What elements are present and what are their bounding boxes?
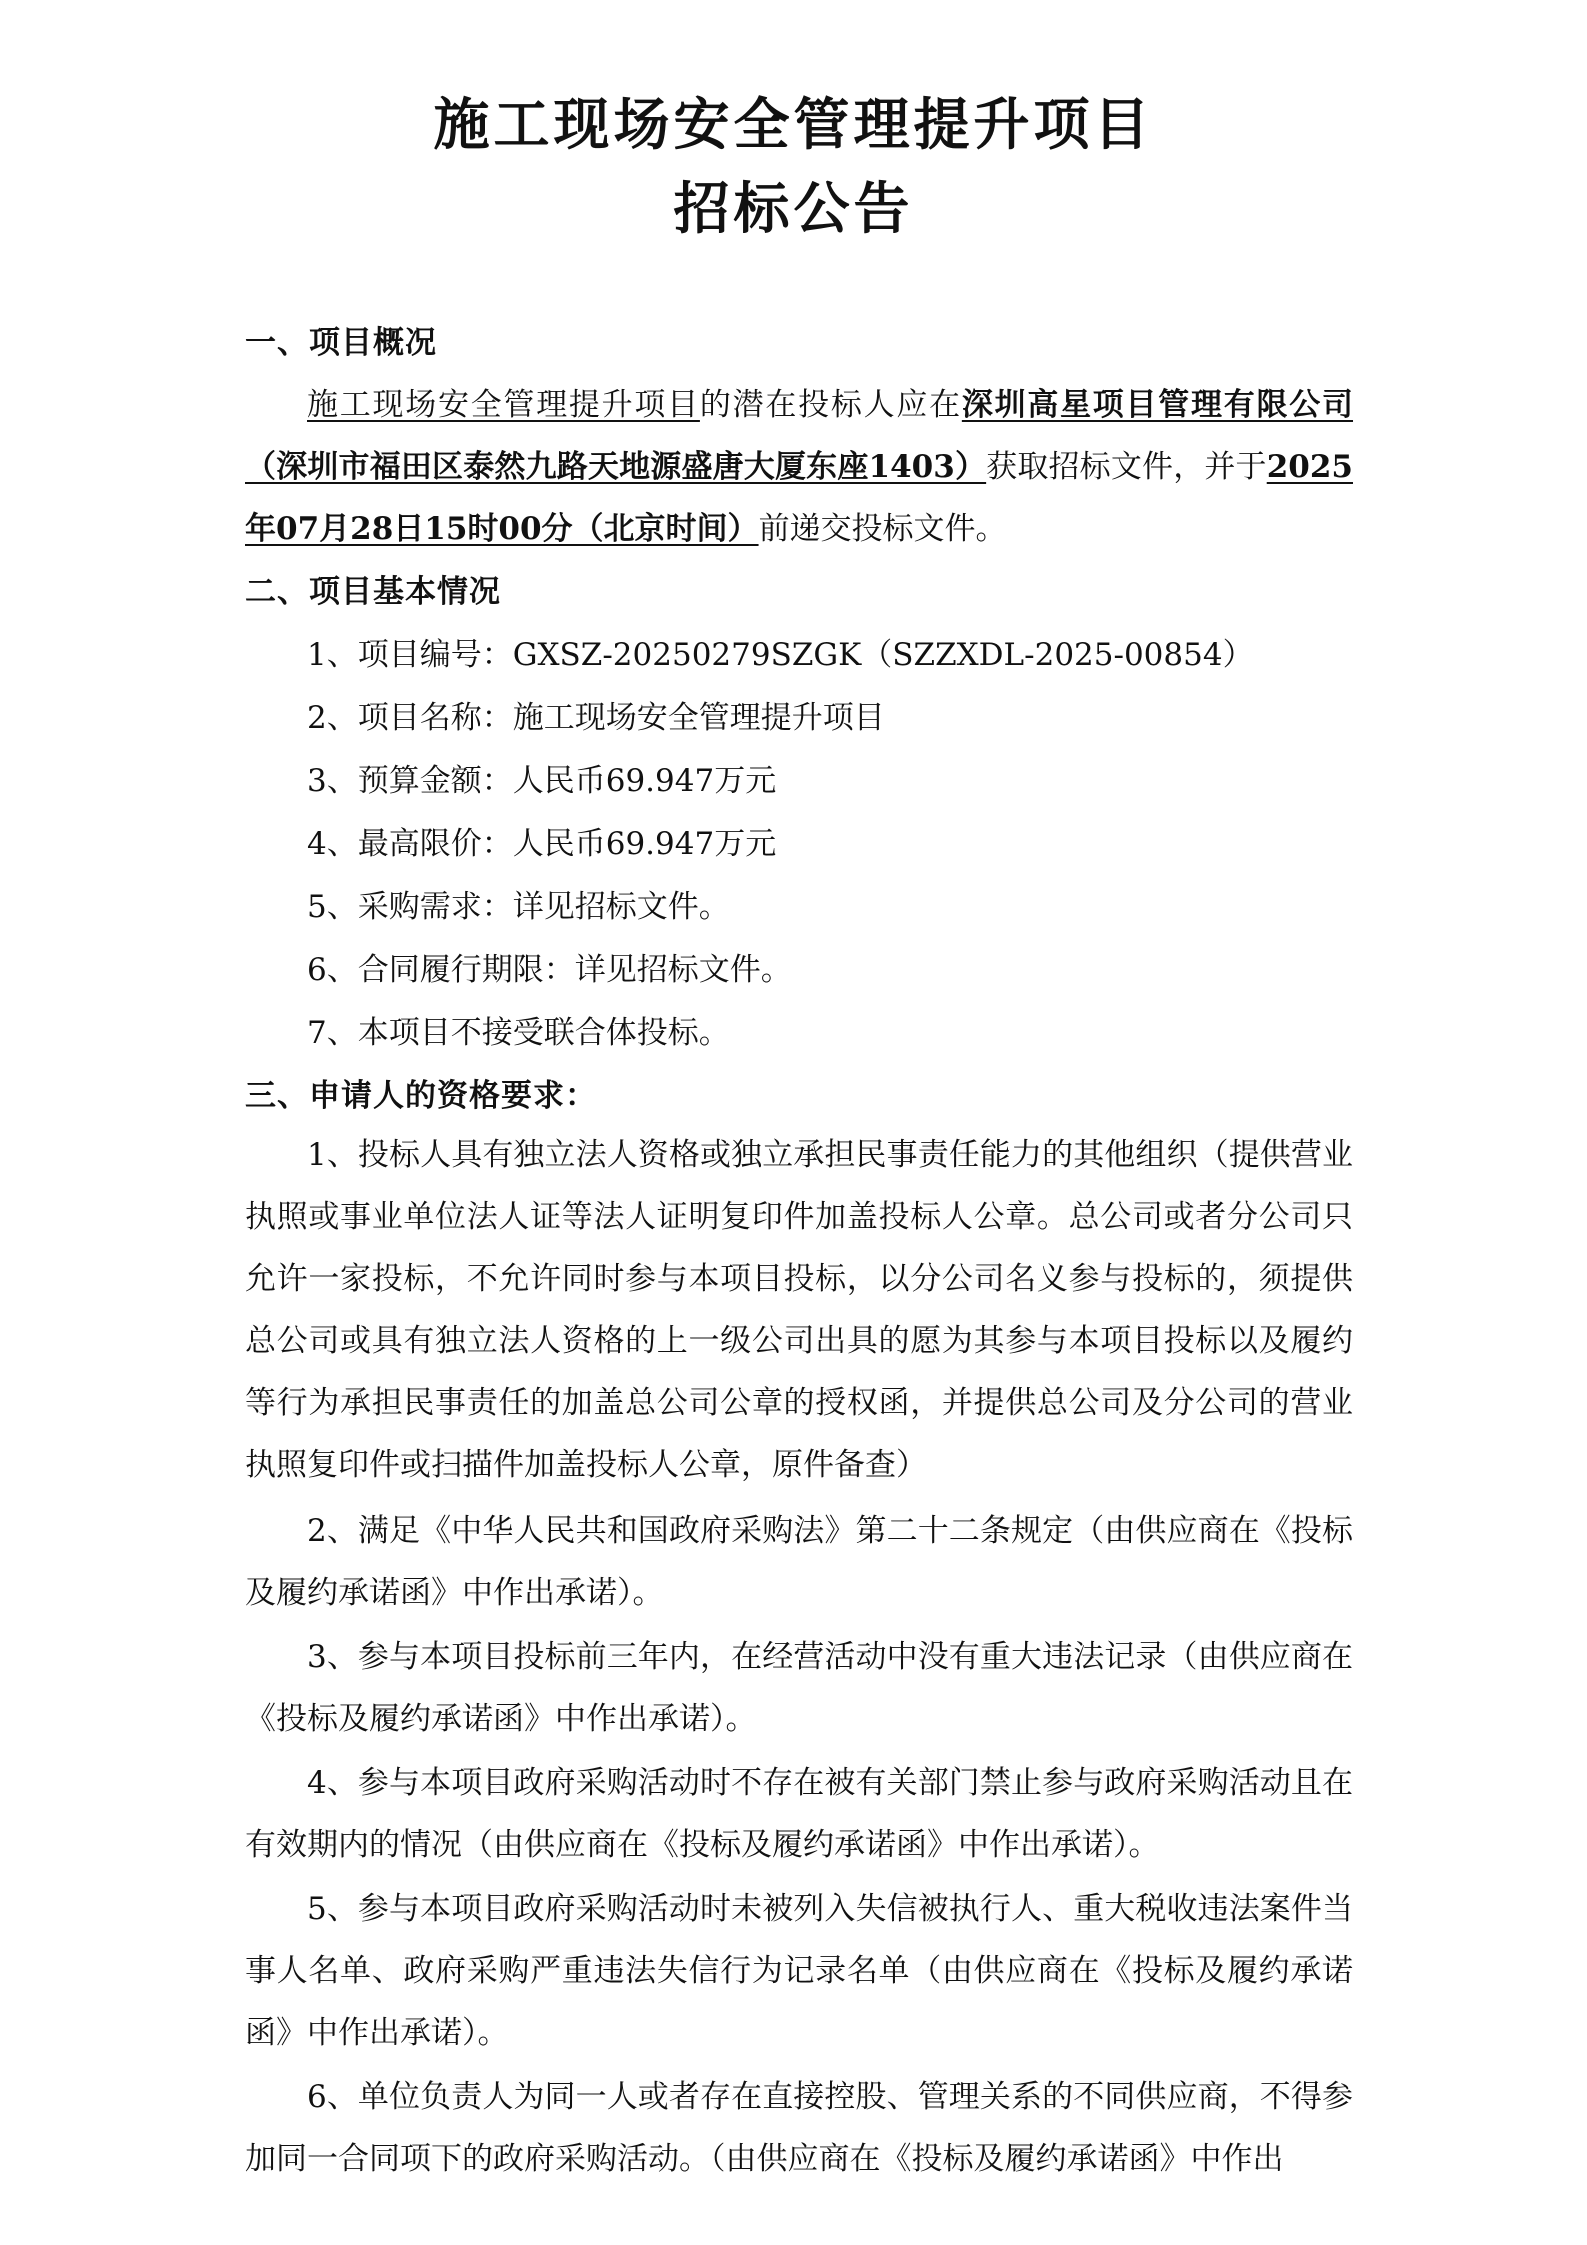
info-item-contract-period: 6、合同履行期限：详见招标文件。 xyxy=(307,952,792,988)
section-heading-overview: 一、项目概况 xyxy=(245,325,437,361)
qualification-paragraph-6: 6、单位负责人为同一人或者存在直接控股、管理关系的不同供应商，不得参加同一合同项下的政府采购活动。（由供应商在《投标及履约承诺函》中作出 xyxy=(245,2079,1353,2177)
overview-text-1: 的潜在投标人应在 xyxy=(699,387,962,423)
section-heading-qualifications: 三、申请人的资格要求： xyxy=(245,1078,597,1114)
qualification-paragraph-1: 1、投标人具有独立法人资格或独立承担民事责任能力的其他组织（提供营业执照或事业单位法人证等法人证明复印件加盖投标人公章。总公司或者分公司只允许一家投标，不允许同时参与本项目投标，以分公司名义参与投标的，须提供总公司或具有独立法人资格的上一级公司出具的愿为其参与本项目投标以及履约等行为承担民事责任的加盖总公司公章的授权函，并提供总公司及分公司的营业执照复印件或扫描件加盖投标人公章，原件备查） xyxy=(245,1137,1353,1483)
project-name-underlined: 施工现场安全管理提升项目 xyxy=(307,387,700,423)
qualification-paragraph-3: 3、参与本项目投标前三年内，在经营活动中没有重大违法记录（由供应商在《投标及履约承诺函》中作出承诺）。 xyxy=(245,1639,1353,1737)
info-item-budget: 3、预算金额：人民币69.947万元 xyxy=(307,763,777,799)
section-heading-basic-info: 二、项目基本情况 xyxy=(245,574,501,610)
info-item-project-number: 1、项目编号：GXSZ-20250279SZGK（SZZXDL-2025-00854） xyxy=(307,637,1254,673)
overview-text-3: 前递交投标文件。 xyxy=(758,511,1007,547)
overview-paragraph xyxy=(245,374,1353,560)
info-item-max-price: 4、最高限价：人民币69.947万元 xyxy=(307,826,777,862)
document-subtitle: 招标公告 xyxy=(673,177,914,242)
info-item-requirements: 5、采购需求：详见招标文件。 xyxy=(307,889,730,925)
overview-text-2: 获取招标文件，并于 xyxy=(986,449,1267,485)
info-item-no-consortium: 7、本项目不接受联合体投标。 xyxy=(307,1015,730,1051)
document-title: 施工现场安全管理提升项目 xyxy=(433,93,1154,158)
info-item-project-name: 2、项目名称：施工现场安全管理提升项目 xyxy=(307,700,885,736)
qualification-paragraph-5: 5、参与本项目政府采购活动时未被列入失信被执行人、重大税收违法案件当事人名单、政府采购严重违法失信行为记录名单（由供应商在《投标及履约承诺函》中作出承诺）。 xyxy=(245,1891,1353,2051)
agency-underlined: 深圳高星项目管理有限公司（深圳市福田区泰然九路天地源盛唐大厦东座1403） xyxy=(245,387,1354,485)
qualification-paragraph-4: 4、参与本项目政府采购活动时不存在被有关部门禁止参与政府采购活动且在有效期内的情况（由供应商在《投标及履约承诺函》中作出承诺）。 xyxy=(245,1765,1353,1863)
deadline-underlined: 2025年07月28日15时00分（北京时间） xyxy=(245,449,1353,547)
qualification-paragraph-2: 2、满足《中华人民共和国政府采购法》第二十二条规定（由供应商在《投标及履约承诺函》中作出承诺）。 xyxy=(245,1513,1353,1611)
